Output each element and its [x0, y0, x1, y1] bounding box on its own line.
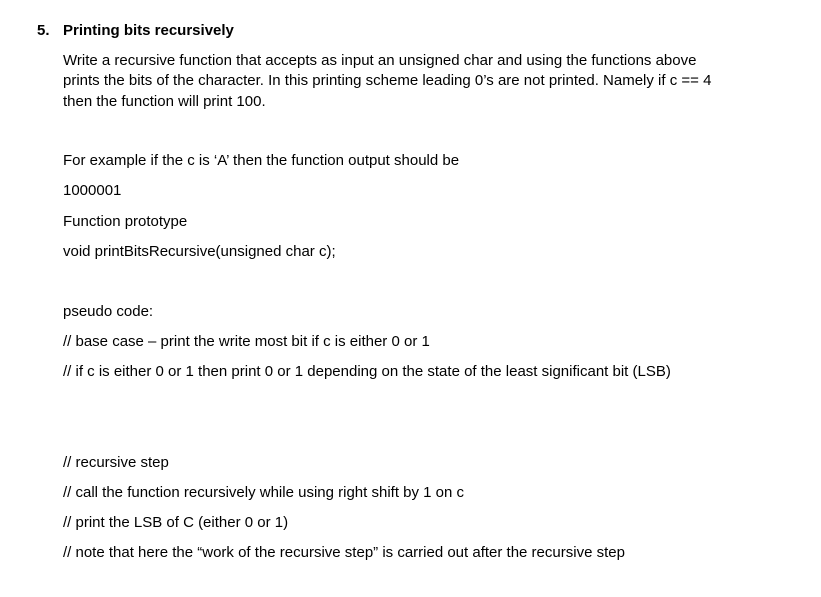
pseudo-base-case-1: // base case – print the write most bit if c is either 0 or 1	[63, 333, 430, 350]
pseudo-recursive-4: // note that here the “work of the recursive step” is carried out after the recursive step	[63, 544, 625, 561]
section-title: Printing bits recursively	[63, 22, 234, 39]
description-line-2: prints the bits of the character. In this printing scheme leading 0’s are not printed. Namely if c == 4	[63, 72, 712, 89]
description-line-1: Write a recursive function that accepts as input an unsigned char and using the functions above	[63, 52, 697, 69]
example-intro: For example if the c is ‘A’ then the function output should be	[63, 152, 460, 169]
pseudo-label: pseudo code:	[63, 303, 154, 320]
section-number: 5.	[37, 22, 50, 39]
example-output: 1000001	[63, 182, 122, 199]
description-line-3: then the function will print 100.	[63, 93, 266, 110]
pseudo-recursive-1: // recursive step	[63, 454, 169, 471]
prototype-label: Function prototype	[63, 213, 188, 230]
pseudo-recursive-2: // call the function recursively while using right shift by 1 on c	[63, 484, 465, 501]
pseudo-base-case-2: // if c is either 0 or 1 then print 0 or 1 depending on the state of the least significant bit (LSB)	[63, 363, 671, 380]
pseudo-recursive-3: // print the LSB of C (either 0 or 1)	[63, 514, 289, 531]
prototype-signature: void printBitsRecursive(unsigned char c);	[63, 243, 336, 260]
